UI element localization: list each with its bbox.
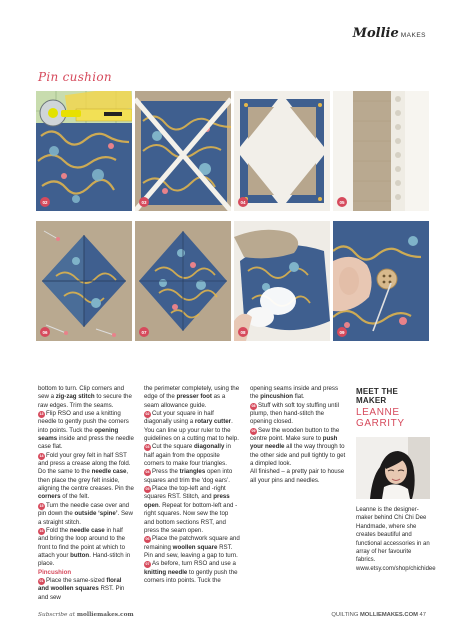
page-number: 47 <box>419 612 426 618</box>
photo-step-05 <box>333 91 429 211</box>
section-title: Pin cushion <box>38 70 112 84</box>
step-08: 08 Stuff with soft toy stuffing until plump, then hand-stitch the opening closed. <box>250 401 340 426</box>
maker-bio: Leanne is the designer-maker behind Chi Chi Dee Handmade, where she creates beautiful and functional accessories in an array of her favourite fabrics. www.etsy.com/shop/chichidee <box>356 507 436 572</box>
photo-step-08 <box>234 221 330 341</box>
photo-diagonal-cut <box>135 91 231 211</box>
step-number: 07 <box>145 562 150 567</box>
step-badge: 09 <box>337 327 347 337</box>
step-14: 14 Fold your grey felt in half SST and press a crease along the fold. Do the same to the needle case, then place the grey felt inside, aligning the centre creases. Pin the corners of the felt. <box>38 451 134 501</box>
step-badge: 08 <box>238 327 248 337</box>
subscribe-link[interactable]: molliemakes.com <box>76 612 134 618</box>
step-01: 01 Place the same-sized floral and woollen squares RST. Pin and sew <box>38 576 125 601</box>
footer-subscribe: Subscribe at molliemakes.com <box>38 612 134 618</box>
photo-step-09 <box>333 221 429 341</box>
portrait-photo <box>356 437 430 499</box>
step-02: 02 Cut your square in half diagonally using a rotary cutter. You can line up your ruler to the guidelines on a cutting mat to help. <box>144 410 239 443</box>
photo-lace-trim <box>333 91 429 211</box>
step-05: 05 Place the top-left and -right squares RST. Stitch, and press open. Repeat for bottom-left and -right squares. Now sew the top and bottom sections RST, and press the seam open. <box>144 485 238 534</box>
step-16: 16 Fold the needle case in half and bring the loop around to the front to find the point at which to attach your button. Hand-stitch in place. <box>38 526 131 568</box>
subheading-pincushion: Pincushion <box>38 568 72 576</box>
paragraph: the perimeter completely, using the edge of the presser foot as a seam allowance guide. <box>144 385 240 409</box>
instructions-column-1 <box>38 385 134 602</box>
maker-name: LEANNE GARRITY <box>356 407 405 429</box>
masthead-brand: Mollie <box>352 26 399 41</box>
step-number: 02 <box>145 412 150 417</box>
step-badge: 03 <box>139 197 149 207</box>
step-number: 03 <box>145 445 150 450</box>
step-07: 07 As before, turn RSO and use a knitting needle to gently push the corners into points. Tuck the <box>144 560 238 584</box>
photo-button-attach <box>333 221 429 341</box>
step-03: 03 Cut the square diagonally in half again from the opposite corners to make four triangles. <box>144 443 231 468</box>
step-number: 13 <box>39 412 44 417</box>
step-number: 04 <box>145 470 150 475</box>
step-number: 16 <box>39 528 44 533</box>
photo-patchwork-pinned <box>36 221 132 341</box>
maker-heading: MEET THE MAKER <box>356 387 399 405</box>
photo-step-06 <box>36 221 132 341</box>
photo-rotary-cutting <box>36 91 132 211</box>
closing-text: All finished – a pretty pair to house all your pins and needles. <box>250 468 345 484</box>
step-badge: 05 <box>337 197 347 207</box>
step-number: 06 <box>145 537 150 542</box>
step-04: 04 Press the triangles open into squares and trim the ‘dog ears’. <box>144 468 233 484</box>
masthead <box>353 26 426 41</box>
step-number: 09 <box>251 428 256 433</box>
step-09: 09 Sew the wooden button to the centre point. Make sure to push your needle all the way through to the other side and pull tightly to get a dimpled look. <box>250 426 346 468</box>
instructions-column-3 <box>250 385 346 485</box>
step-15: 15 Turn the needle case over and pin down the outside ‘spine’. Sew a straight stitch. <box>38 501 133 526</box>
paragraph: bottom to turn. Clip corners and sew a zig-zag stitch to secure the raw edges. Trim the seams. <box>38 385 132 409</box>
meet-the-maker <box>356 387 436 573</box>
photo-step-07 <box>135 221 231 341</box>
step-badge: 02 <box>40 197 50 207</box>
photo-grid <box>36 91 428 343</box>
photo-stuffing <box>234 221 330 341</box>
step-badge: 07 <box>139 327 149 337</box>
photo-step-04 <box>234 91 330 211</box>
step-badge: 04 <box>238 197 248 207</box>
maker-portrait <box>356 437 430 499</box>
masthead-suffix: MAKES <box>400 32 426 39</box>
photo-square-sewn <box>135 221 231 341</box>
step-number: 15 <box>39 503 44 508</box>
step-06: 06 Place the patchwork square and remaining woollen square RST. Pin and sew, leaving a gap to turn. <box>144 535 240 559</box>
step-number: 05 <box>145 487 150 492</box>
step-13: 13 Flip RSO and use a knitting needle to gently push the corners into points. Tuck the opening seams inside and press the needle case flat. <box>38 410 134 451</box>
instructions-column-2 <box>144 385 240 585</box>
photo-step-02 <box>36 91 132 211</box>
step-number: 01 <box>39 578 44 583</box>
photo-four-triangles <box>234 91 330 211</box>
step-number: 14 <box>39 453 44 458</box>
paragraph: opening seams inside and press the pincushion flat. <box>250 385 339 401</box>
site-link[interactable]: MOLLIEMAKES.COM <box>359 612 418 618</box>
footer-folio: QUILTING MOLLIEMAKES.COM 47 <box>331 612 426 618</box>
step-number: 08 <box>251 403 256 408</box>
step-badge: 06 <box>40 327 50 337</box>
photo-step-03 <box>135 91 231 211</box>
